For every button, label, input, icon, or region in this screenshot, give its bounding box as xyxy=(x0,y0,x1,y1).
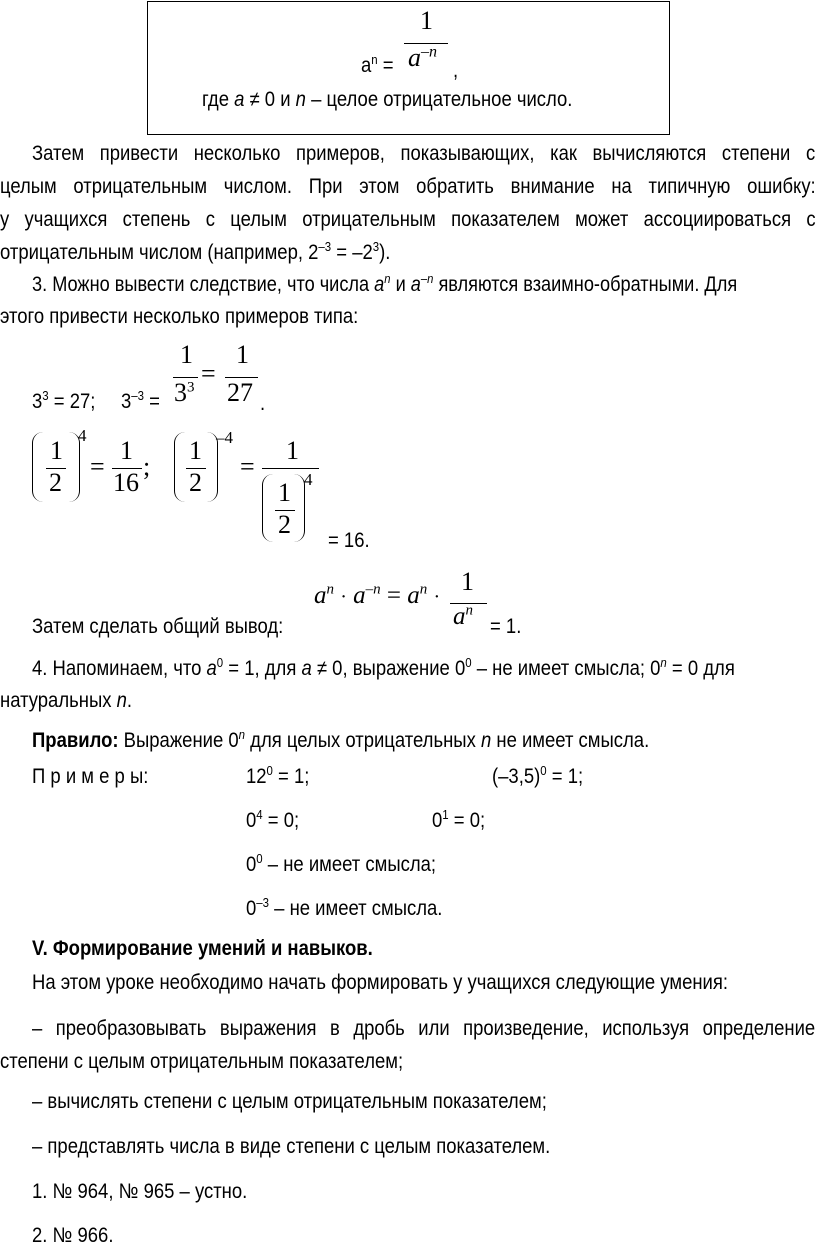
paragraph-1-line-2: целым отрицательным числом. При этом обратить внимание на типичную ошибку: xyxy=(0,175,816,198)
exponent: –4 xyxy=(216,428,233,447)
section-heading: V. Формирование умений и навыков. xyxy=(32,937,373,960)
example-3-cubed: $3^3 = 27$; xyxy=(32,388,96,413)
period: . xyxy=(260,392,266,415)
paren-left xyxy=(262,474,273,542)
definition-fraction-numerator: 1 xyxy=(420,6,433,35)
paragraph-1-line-3: у учащихся степень с целым отрицательным показателем может ассоциироваться с xyxy=(0,208,816,231)
conclusion-result: = 1. xyxy=(490,615,522,638)
examples-label: П р и м е р ы: xyxy=(32,765,149,788)
fraction-1-16-numerator: 1 xyxy=(120,436,133,465)
skill-item-2: – вычислять степени с целым отрицательным показателем; xyxy=(32,1090,547,1113)
fraction-1-over-27-numerator: 1 xyxy=(236,340,249,369)
definition-fraction-denominator: $a^{-n}$ xyxy=(408,43,437,72)
example-12-zero: $12^0 = 1$; xyxy=(246,763,310,788)
paragraph-2-line-1: 3. Можно вывести следствие, что числа $a^n$ и $a^{-n}$ являются взаимно-обратными. Для xyxy=(32,271,738,296)
section-intro: На этом уроке необходимо начать формировать у учащихся следующие умения: xyxy=(32,971,729,994)
half-numerator: 1 xyxy=(189,436,202,465)
big-fraction-numerator: 1 xyxy=(286,436,299,465)
result-16: = 16. xyxy=(328,529,370,552)
definition-condition: где a ≠ 0 и n – целое отрицательное число. xyxy=(202,88,573,111)
paragraph-2-line-2: этого привести несколько примеров типа: xyxy=(0,305,359,328)
semicolon: ; xyxy=(143,452,151,481)
example-0-pow-0: $0^0$ – не имеет смысла; xyxy=(246,851,437,876)
skill-item-1: – преобразовывать выражения в дробь или произведение, используя определение степени с целым отрицательным показателем; xyxy=(0,1017,816,1073)
paragraph-1-line-1: Затем привести несколько примеров, показывающих, как вычисляются степени с xyxy=(32,142,816,165)
rule: Правило: Выражение 0$^n$ для целых отрицательных n не имеет смысла. xyxy=(32,727,650,752)
conclusion-fraction-numerator: 1 xyxy=(461,567,474,596)
example-0-pow-1: $0^1 = 0$; xyxy=(432,807,486,832)
half-denominator: 2 xyxy=(189,468,202,497)
half-numerator: 1 xyxy=(50,436,63,465)
conclusion-formula: $a^n \cdot a^{-n} = a^n$ · xyxy=(314,581,441,609)
paragraph-2 xyxy=(0,268,816,338)
example-neg-3-5-zero: $(-3,5)^0 = 1$; xyxy=(492,763,584,788)
definition-comma: , xyxy=(453,59,459,82)
conclusion-fraction-denominator: $a^n$ xyxy=(453,602,473,630)
paragraph-4-line-2: натуральных n. xyxy=(0,689,133,712)
definition-lhs: $a^n$ = xyxy=(361,52,394,77)
example-0-pow-neg-3: $0^{-3}$ – не имеет смысла. xyxy=(246,895,443,920)
conclusion-lead: Затем сделать общий вывод: xyxy=(32,615,284,638)
exponent: 4 xyxy=(78,426,87,445)
fraction-1-over-27-denominator: 27 xyxy=(227,378,253,407)
fraction-1-16-denominator: 16 xyxy=(113,468,139,497)
task-2: 2. № 966. xyxy=(32,1224,114,1247)
paren-left xyxy=(32,432,43,502)
paragraph-4-line-1: 4. Напоминаем, что $a^0 = 1$, для a ≠ 0, выражение $0^0$ – не имеет смысла; $0^n = 0$ для xyxy=(32,655,735,680)
equals-sign: = xyxy=(201,359,216,388)
example-0-pow-4: $0^4 = 0$; xyxy=(246,807,300,832)
half-denominator: 2 xyxy=(49,468,62,497)
paragraph-1-line-4: отрицательным числом (например, $2^{-3} = -2^3$). xyxy=(0,239,391,264)
paragraph-4 xyxy=(0,652,816,722)
task-1: 1. № 964, № 965 – устно. xyxy=(32,1180,248,1203)
fraction-1-over-3-cubed-numerator: 1 xyxy=(180,340,193,369)
exponent: 4 xyxy=(304,470,313,489)
half-denominator: 2 xyxy=(278,510,291,539)
equals-sign: = xyxy=(240,452,255,481)
half-numerator: 1 xyxy=(278,478,291,507)
skill-item-3: – представлять числа в виде степени с целым показателем. xyxy=(32,1135,551,1158)
paragraph-1 xyxy=(0,137,816,277)
example-3-neg-cubed: $3^{-3}$ = xyxy=(121,388,160,413)
paren-left xyxy=(174,432,185,502)
equals-sign: = xyxy=(90,452,105,481)
fraction-1-over-3-cubed-denominator: $3^3$ xyxy=(174,378,195,407)
